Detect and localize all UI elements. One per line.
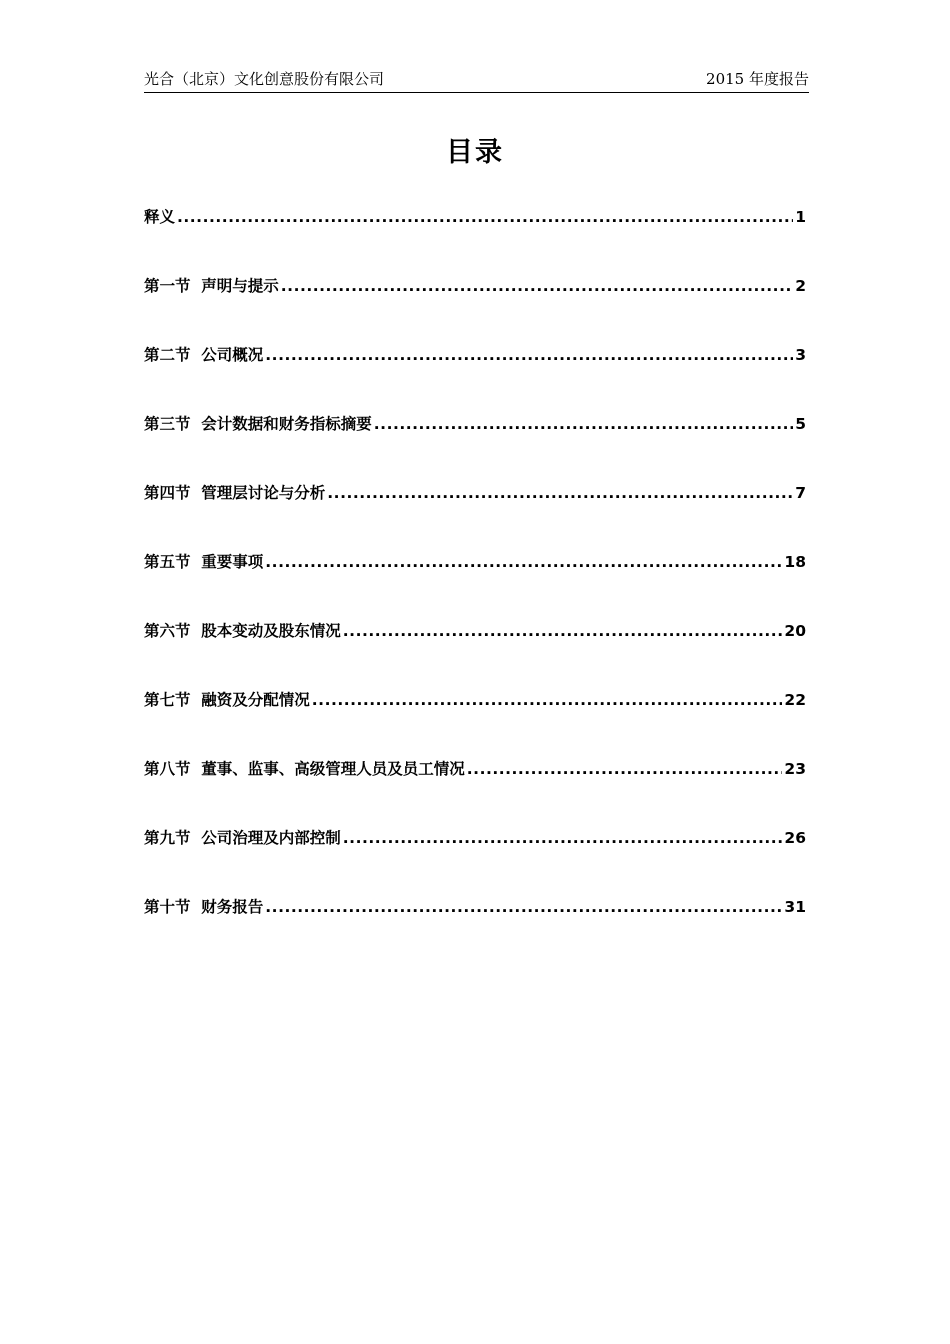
- toc-entry-label: 第九节 公司治理及内部控制: [144, 829, 341, 847]
- toc-entry-page: 20: [784, 622, 806, 640]
- toc-entry-section-4[interactable]: [144, 481, 806, 550]
- toc-entry-label: 第五节 重要事项: [144, 553, 264, 571]
- toc-entry-label: 第六节 股本变动及股东情况: [144, 622, 341, 640]
- toc-entry-label: 第一节 声明与提示: [144, 277, 279, 295]
- toc-entry-page: 1: [795, 208, 806, 226]
- toc-entry-section-10[interactable]: [144, 895, 806, 964]
- toc-entry-page: 26: [784, 829, 806, 847]
- toc-leader-dots: [265, 553, 782, 571]
- page-header: [144, 68, 809, 93]
- page-title: 目录: [446, 137, 504, 168]
- toc-entry-label: 第四节 管理层讨论与分析: [144, 484, 326, 502]
- toc-entry-page: 18: [784, 553, 806, 571]
- toc-entry-label: 第八节 董事、监事、高级管理人员及员工情况: [144, 760, 465, 778]
- toc-entry-label: 第七节 融资及分配情况: [144, 691, 310, 709]
- toc-leader-dots: [265, 346, 793, 364]
- toc-entry-section-5[interactable]: [144, 550, 806, 619]
- toc-leader-dots: [312, 691, 783, 709]
- toc-leader-dots: [343, 829, 783, 847]
- toc-entry-label: 第二节 公司概况: [144, 346, 264, 364]
- toc-entry-section-8[interactable]: [144, 757, 806, 826]
- toc-entry-page: 5: [795, 415, 806, 433]
- toc-leader-dots: [177, 208, 793, 226]
- toc-entry-label: 第三节 会计数据和财务指标摘要: [144, 415, 372, 433]
- toc-entry-page: 7: [795, 484, 806, 502]
- toc-entry-section-3[interactable]: [144, 412, 806, 481]
- toc-entry-section-1[interactable]: [144, 274, 806, 343]
- toc-leader-dots: [343, 622, 783, 640]
- toc-entry-page: 23: [784, 760, 806, 778]
- toc-entry-label: 释义: [144, 208, 176, 226]
- header-report-title: 2015 年度报告: [706, 70, 809, 88]
- toc-entry-section-9[interactable]: [144, 826, 806, 895]
- toc-leader-dots: [281, 277, 793, 295]
- toc-entry-page: 22: [784, 691, 806, 709]
- toc-entry-page: 31: [784, 898, 806, 916]
- table-of-contents: [144, 205, 806, 964]
- header-company-name: 光合（北京）文化创意股份有限公司: [144, 70, 385, 88]
- toc-leader-dots: [327, 484, 793, 502]
- toc-leader-dots: [374, 415, 793, 433]
- toc-entry-page: 3: [795, 346, 806, 364]
- toc-entry-section-2[interactable]: [144, 343, 806, 412]
- toc-leader-dots: [265, 898, 782, 916]
- toc-leader-dots: [467, 760, 783, 778]
- toc-entry-section-6[interactable]: [144, 619, 806, 688]
- toc-entry-section-7[interactable]: [144, 688, 806, 757]
- toc-entry-definitions[interactable]: [144, 205, 806, 274]
- toc-entry-label: 第十节 财务报告: [144, 898, 264, 916]
- toc-entry-page: 2: [795, 277, 806, 295]
